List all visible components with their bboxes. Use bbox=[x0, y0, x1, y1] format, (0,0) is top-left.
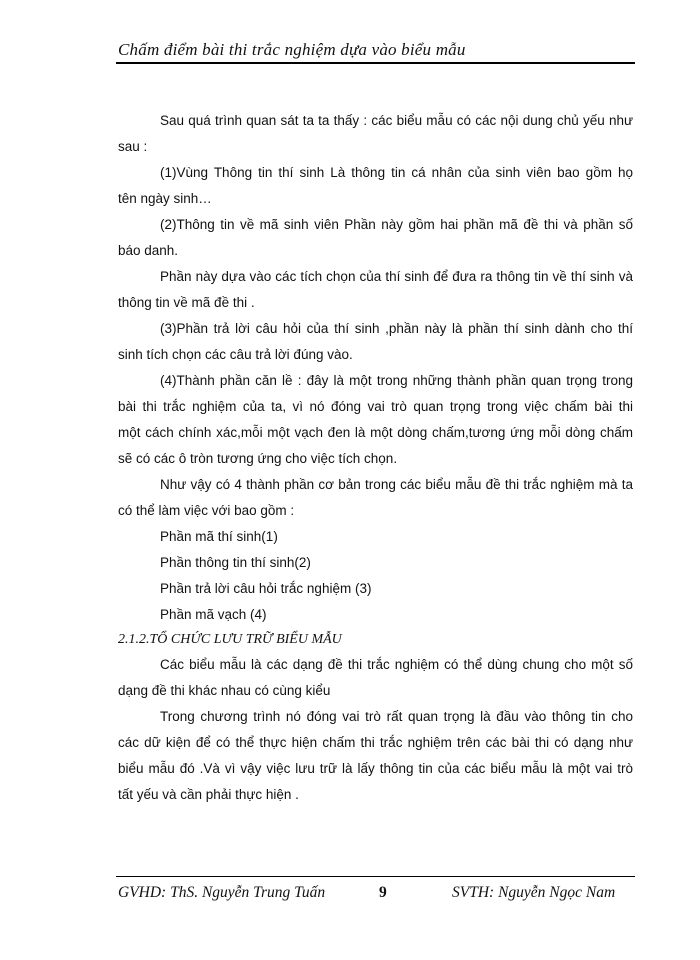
document-body bbox=[118, 108, 633, 808]
paragraph-2 bbox=[118, 160, 633, 212]
text-line: (2)Thông tin về mã sinh viên Phần này gồm hai phần mã đề thi và phần số bbox=[160, 217, 633, 232]
text-line: sinh tích chọn các câu trả lời đúng vào. bbox=[118, 347, 353, 362]
text-line: (3)Phần trả lời câu hỏi của thí sinh ,phần này là phần thí sinh dành cho thí bbox=[160, 321, 633, 336]
text-line: có thể làm việc với bao gồm : bbox=[118, 503, 295, 518]
paragraph-1 bbox=[118, 108, 633, 160]
text-line: tên ngày sinh… bbox=[118, 191, 212, 206]
text-line: dạng đề thi khác nhau có cùng kiểu bbox=[118, 683, 331, 698]
footer-student: SVTH: Nguyễn Ngọc Nam bbox=[452, 884, 616, 901]
paragraph-5 bbox=[118, 316, 633, 368]
text-line: thông tin về mã đề thi . bbox=[118, 295, 255, 310]
paragraph-8 bbox=[118, 652, 633, 704]
text-line: các dữ kiện để có thể thực hiện chấm thi trắc nghiệm trên các bài thi có dạng như bbox=[118, 735, 633, 750]
page-header-title: Chấm điểm bài thi trắc nghiệm dựa vào biểu mẫu bbox=[118, 40, 466, 59]
list-item: Phần trả lời câu hỏi trắc nghiệm (3) bbox=[160, 581, 372, 596]
paragraph-7 bbox=[118, 472, 633, 524]
text-line: sẽ có các ô tròn tương ứng cho việc tích chọn. bbox=[118, 451, 398, 466]
text-line: báo danh. bbox=[118, 243, 179, 258]
text-line: Trong chương trình nó đóng vai trò rất quan trọng là đầu vào thông tin cho bbox=[160, 709, 633, 724]
footer-divider bbox=[116, 876, 635, 877]
list-item: Phần thông tin thí sinh(2) bbox=[160, 555, 311, 570]
list-item: Phần mã thí sinh(1) bbox=[160, 529, 278, 544]
text-line: tất yếu và cần phải thực hiện . bbox=[118, 787, 299, 802]
text-line: Sau quá trình quan sát ta ta thấy : các biểu mẫu có các nội dung chủ yếu như bbox=[160, 113, 633, 128]
text-line: Phần này dựa vào các tích chọn của thí sinh để đưa ra thông tin về thí sinh và bbox=[160, 269, 633, 284]
text-line: (4)Thành phần căn lề : đây là một trong những thành phần quan trọng trong bbox=[160, 373, 633, 388]
text-line: (1)Vùng Thông tin thí sinh Là thông tin cá nhân của sinh viên bao gồm họ bbox=[160, 165, 633, 180]
text-line: một cách chính xác,mỗi một vạch đen là một dòng chấm,tương ứng mỗi dòng chấm bbox=[118, 425, 633, 440]
component-list bbox=[118, 524, 633, 628]
page-number: 9 bbox=[379, 884, 387, 901]
text-line: sau : bbox=[118, 139, 148, 154]
footer-supervisor: GVHD: ThS. Nguyễn Trung Tuấn bbox=[118, 884, 326, 901]
paragraph-4 bbox=[118, 264, 633, 316]
text-line: biểu mẫu đó .Và vì vậy việc lưu trữ là lấy thông tin của các biểu mẫu là một vai trò bbox=[118, 761, 633, 776]
paragraph-3 bbox=[118, 212, 633, 264]
text-line: Như vậy có 4 thành phần cơ bản trong các biểu mẫu đề thi trắc nghiệm mà ta bbox=[160, 477, 633, 492]
paragraph-9 bbox=[118, 704, 633, 808]
text-line: Các biểu mẫu là các dạng đề thi trắc nghiệm có thể dùng chung cho một số bbox=[160, 657, 633, 672]
section-heading: 2.1.2.TỔ CHỨC LƯU TRỮ BIỂU MẪU bbox=[118, 632, 342, 647]
list-item: Phần mã vạch (4) bbox=[160, 607, 267, 622]
text-line: bài thi trắc nghiệm của ta, vì nó đóng vai trò quan trọng trong việc chấm bài thi bbox=[118, 399, 633, 414]
paragraph-6 bbox=[118, 368, 633, 472]
header-divider bbox=[116, 62, 635, 64]
